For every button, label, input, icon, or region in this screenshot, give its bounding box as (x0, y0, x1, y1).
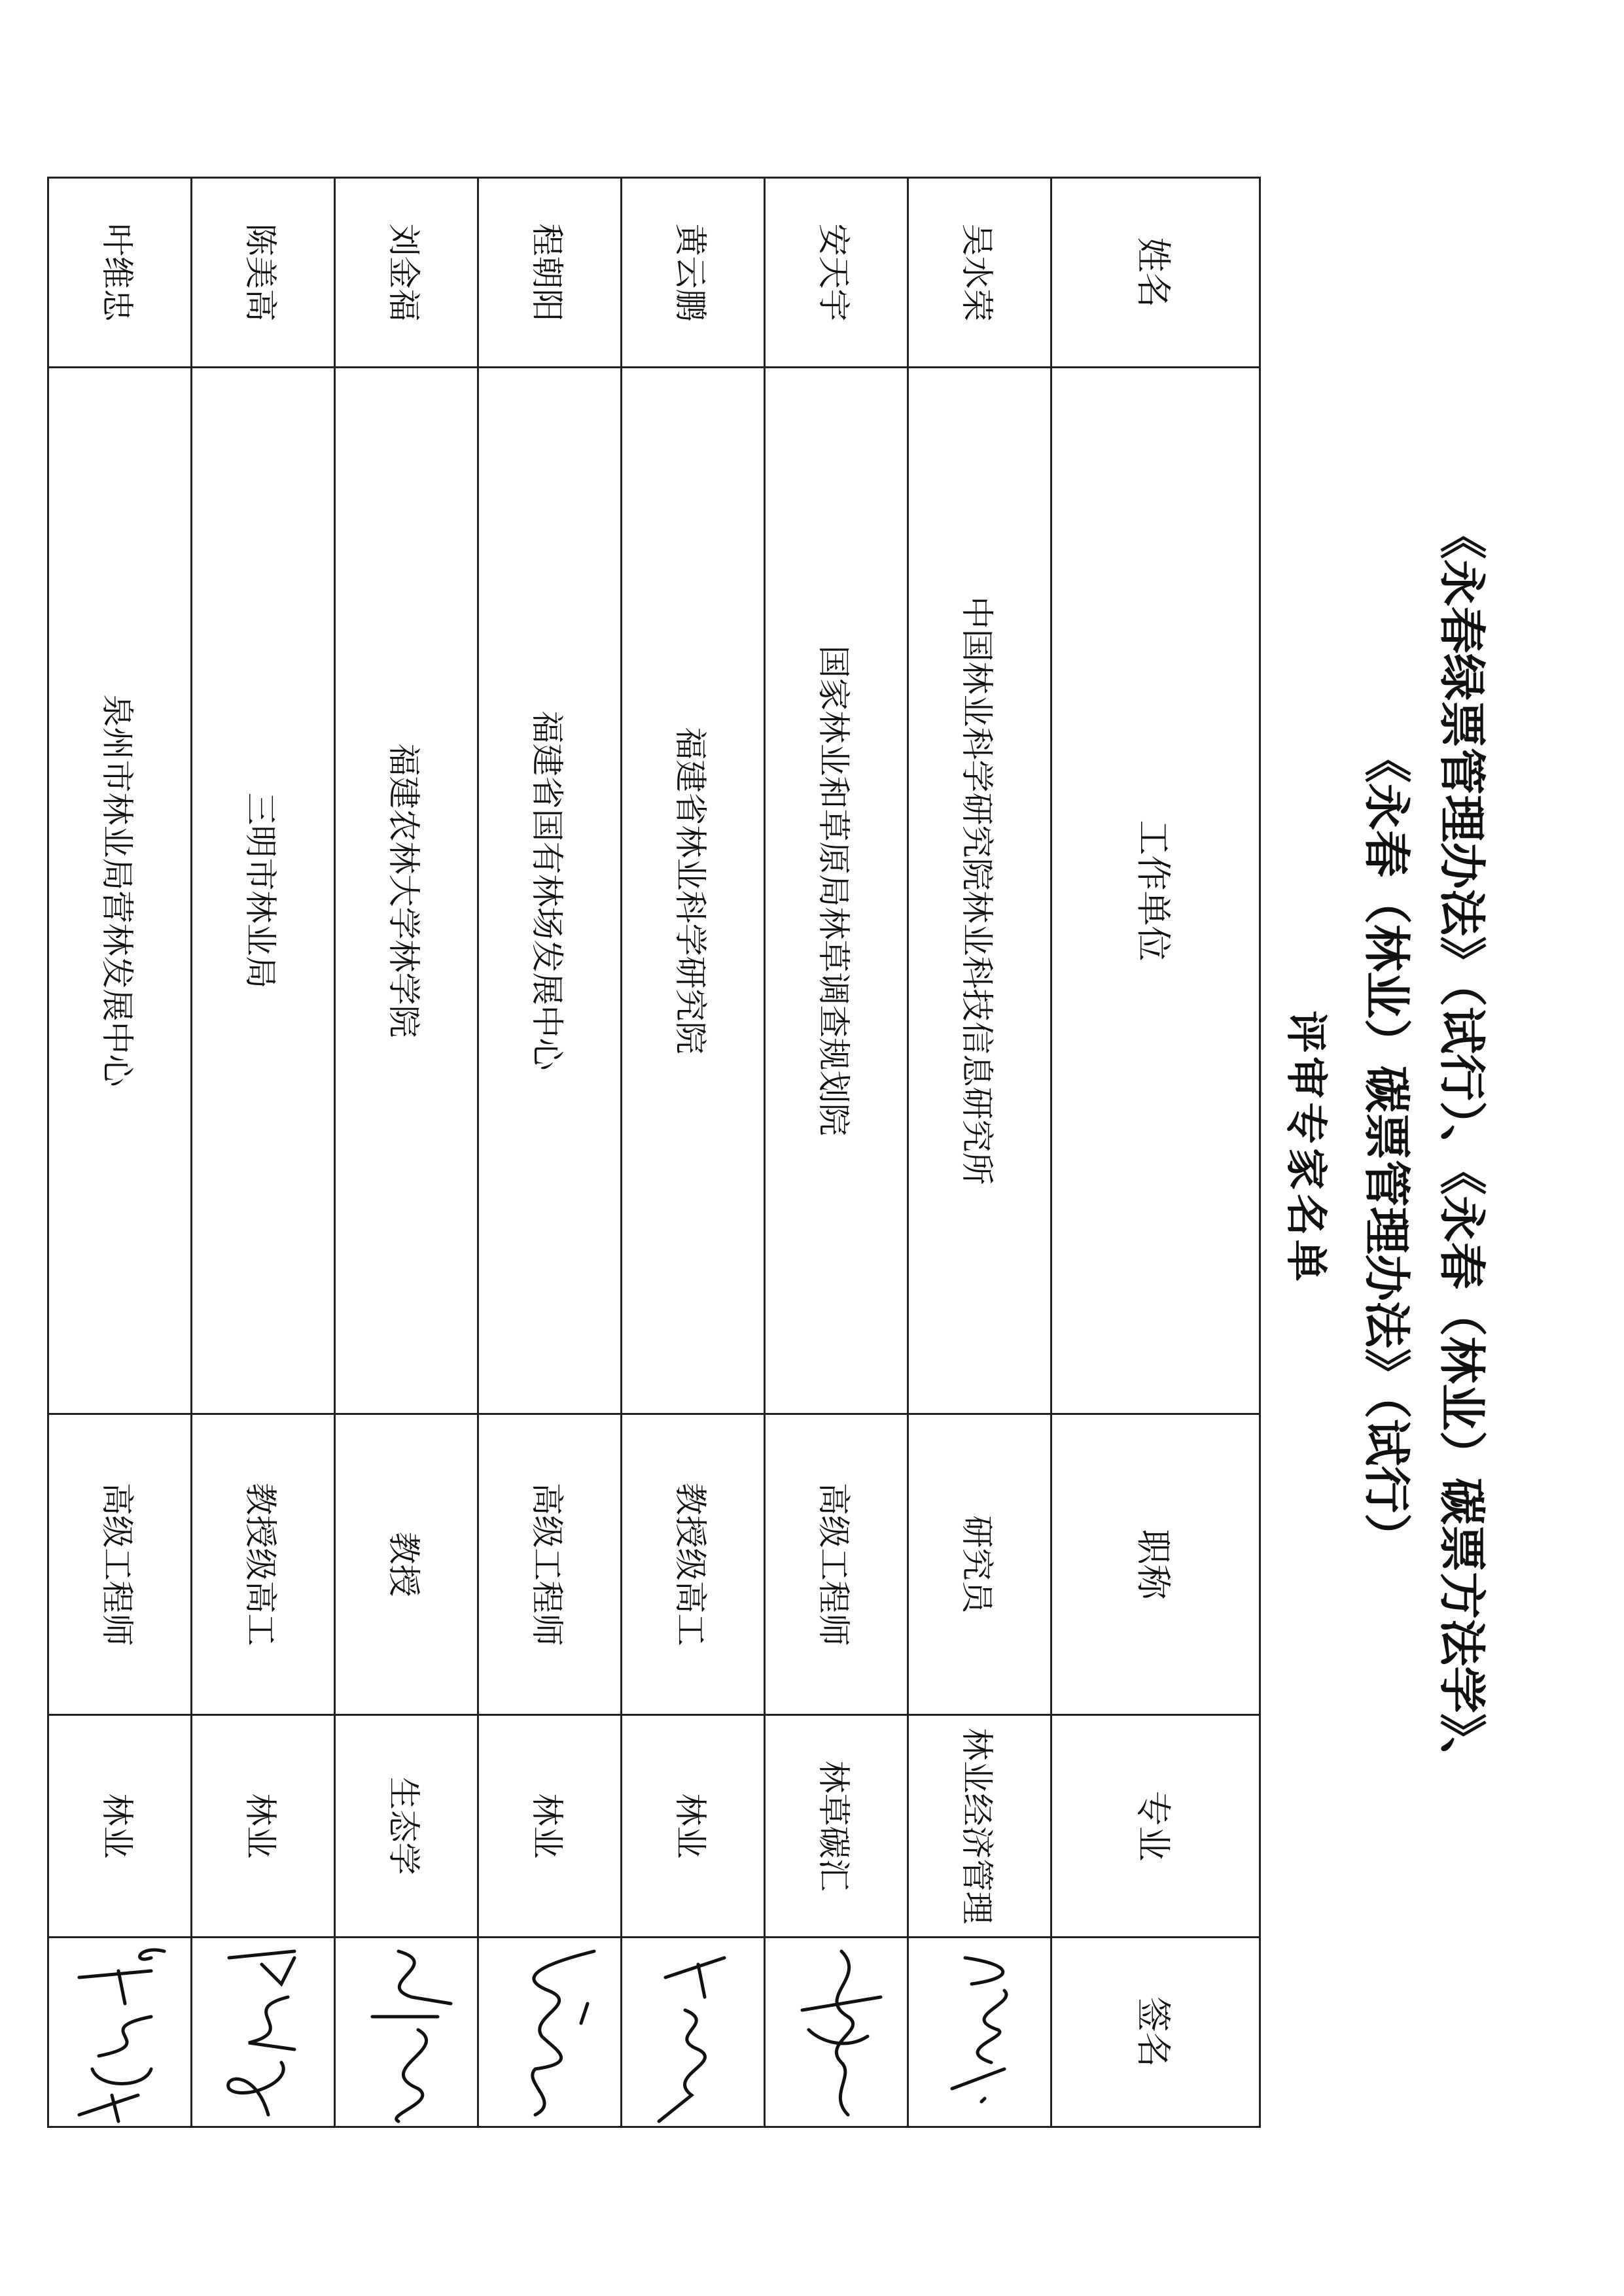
handwritten-signature (205, 1938, 334, 2127)
cell-org: 福建省林业科学研究院 (622, 368, 765, 1414)
cell-name: 黄云鹏 (622, 178, 765, 368)
table-header-row (1051, 178, 1260, 2127)
document-subtitle: 评审专家名单 (1281, 1011, 1330, 1285)
table-row (192, 178, 335, 2127)
cell-specialty: 生态学 (335, 1715, 478, 1938)
header-name: 姓名 (1051, 178, 1260, 368)
document-title-line-1: 《永春绿票管理办法》（试行）、《永春（林业）碳票方法学》、 (1434, 512, 1489, 1784)
table-row (908, 178, 1051, 2127)
handwritten-signature (922, 1938, 1050, 2127)
handwritten-signature (635, 1938, 764, 2127)
cell-title: 教授 (335, 1414, 478, 1715)
cell-org: 国家林业和草原局林草调查规划院 (765, 368, 908, 1414)
signature-cell (478, 1938, 622, 2127)
cell-name: 程朝阳 (478, 178, 622, 368)
cell-title: 研究员 (908, 1414, 1051, 1715)
header-signature: 签名 (1051, 1938, 1260, 2127)
cell-title: 高级工程师 (478, 1414, 622, 1715)
cell-specialty: 林业 (478, 1715, 622, 1938)
handwritten-signature (349, 1938, 477, 2127)
handwritten-signature (779, 1938, 907, 2127)
cell-specialty: 林业经济管理 (908, 1715, 1051, 1938)
header-org: 工作单位 (1051, 368, 1260, 1414)
signature-cell (765, 1938, 908, 2127)
cell-specialty: 林业 (192, 1715, 335, 1938)
cell-name: 吴水荣 (908, 178, 1051, 368)
table-row (478, 178, 622, 2127)
cell-org: 三明市林业局 (192, 368, 335, 1414)
expert-list-table (47, 177, 1261, 2128)
table-row (622, 178, 765, 2127)
signature-cell (48, 1938, 192, 2127)
cell-org: 泉州市林业局营林发展中心 (48, 368, 192, 1414)
cell-title: 高级工程师 (765, 1414, 908, 1715)
cell-name: 安天宇 (765, 178, 908, 368)
cell-name: 叶维忠 (48, 178, 192, 368)
header-specialty: 专业 (1051, 1715, 1260, 1938)
cell-org: 中国林业科学研究院林业科技信息研究所 (908, 368, 1051, 1414)
cell-name: 陈美高 (192, 178, 335, 368)
header-title: 职称 (1051, 1414, 1260, 1715)
signature-cell (335, 1938, 478, 2127)
cell-org: 福建农林大学林学院 (335, 368, 478, 1414)
table-row (48, 178, 192, 2127)
cell-org: 福建省国有林场发展中心 (478, 368, 622, 1414)
cell-name: 刘金福 (335, 178, 478, 368)
cell-specialty: 林业 (48, 1715, 192, 1938)
signature-cell (622, 1938, 765, 2127)
cell-title: 教授级高工 (192, 1414, 335, 1715)
cell-title: 高级工程师 (48, 1414, 192, 1715)
cell-title: 教授级高工 (622, 1414, 765, 1715)
cell-specialty: 林业 (622, 1715, 765, 1938)
cell-specialty: 林草碳汇 (765, 1715, 908, 1938)
table-row (335, 178, 478, 2127)
table-row (765, 178, 908, 2127)
handwritten-signature (62, 1938, 190, 2127)
signature-cell (908, 1938, 1051, 2127)
signature-cell (192, 1938, 335, 2127)
handwritten-signature (492, 1938, 620, 2127)
document-title-line-2: 《永春（林业）碳票管理办法》（试行） (1359, 735, 1414, 1560)
